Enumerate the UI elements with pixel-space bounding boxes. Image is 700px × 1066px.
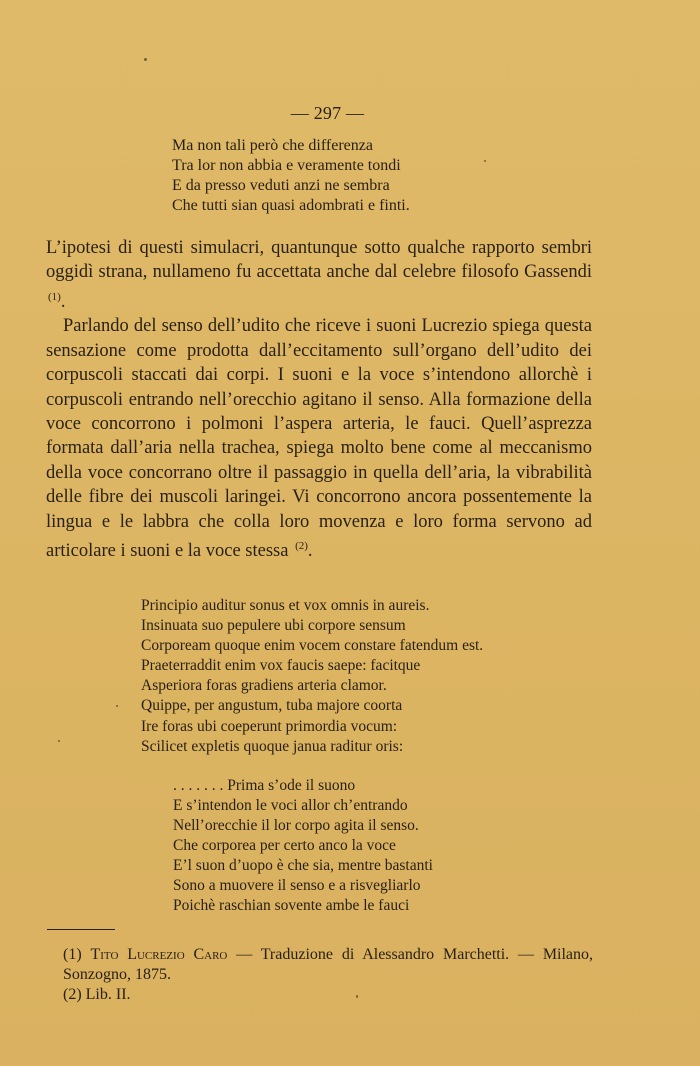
footnotes bbox=[47, 945, 593, 1005]
footnote-divider bbox=[47, 929, 115, 930]
footnote-2 bbox=[47, 985, 593, 1005]
ink-speck bbox=[116, 705, 118, 707]
paragraph-udito bbox=[46, 314, 592, 563]
verse-line: Scilicet expletis quoque janua raditur oris: bbox=[141, 737, 404, 755]
verse-line: E s’intendon le voci allor ch’entrando bbox=[173, 797, 408, 814]
verse-line: Nell’orecchie il lor corpo agita il senso. bbox=[173, 817, 419, 834]
paragraph-text: L’ipotesi di questi simulacri, quantunque sotto qualche rapporto sembri oggidì strana, nullameno fu accettata anche dal celebre filosofo Gassendi bbox=[46, 238, 592, 283]
ink-speck bbox=[484, 160, 486, 162]
paragraph-simulacri bbox=[46, 236, 592, 314]
verse-quote-latin-lucretius bbox=[141, 596, 483, 757]
verse-line: Che corporea per certo anco la voce bbox=[173, 837, 396, 854]
verse-line: Che tutti sian quasi adombrati e finti. bbox=[172, 197, 410, 214]
footnote-marker: (2) bbox=[63, 986, 82, 1003]
footnote-author: Tito Lucrezio Caro bbox=[90, 946, 228, 963]
paragraph-end: . bbox=[307, 541, 313, 562]
footnote-1 bbox=[47, 945, 593, 985]
paragraph-text: Parlando del senso dell’udito che riceve i suoni Lucrezio spiega questa sensazione come prodotta dall’eccitamento sull’organo dell’udito dei corpuscoli staccati dai corpi. I suoni e la voce s’intendono allorchè i corpuscoli entrando nell’orecchio agitano il senso. Alla formazione della voce concorrono i polmoni l’aspera arteria, le fauci. Quell’asprezza formata dall’aria nella trachea, spiega molto bene come al meccanismo della voce concorrano oltre il passaggio in quella dell’aria, la vibrabilità delle fibre dei muscoli laringei. Vi concorrono ancora possentemente la lingua e le labbra che colla loro movenza e loro forma servono ad articolare i suoni e la voce stessa bbox=[46, 316, 592, 562]
footnote-text: — Traduzione di Alessandro Marchetti. — Milano, Sonzogno, 1875. bbox=[63, 946, 594, 983]
verse-line: Praeterraddit enim vox faucis saepe: facitque bbox=[141, 657, 421, 675]
verse-quote-italian-simulacri bbox=[172, 136, 410, 216]
footnote-book-number: II. bbox=[115, 986, 131, 1003]
verse-line: Sono a muovere il senso e a risvegliarlo bbox=[173, 877, 421, 894]
body-text bbox=[46, 236, 592, 564]
verse-line: Corpoream quoque enim vocem constare fatendum est. bbox=[141, 637, 484, 655]
verse-line: E’l suon d’uopo è che sia, mentre bastanti bbox=[173, 857, 433, 874]
verse-line: Tra lor non abbia e veramente tondi bbox=[172, 157, 401, 174]
verse-line: Principio auditur sonus et vox omnis in aureis. bbox=[141, 597, 430, 614]
footnote-reference-1[interactable]: (1) bbox=[48, 290, 61, 303]
verse-quote-italian-translation bbox=[173, 776, 433, 916]
footnote-reference-2[interactable]: (2) bbox=[295, 540, 308, 553]
verse-line: Insinuata suo pepulere ubi corpore sensum bbox=[141, 617, 406, 635]
ink-speck bbox=[58, 740, 60, 742]
verse-line: Ire foras ubi coeperunt primordia vocum: bbox=[141, 717, 398, 735]
footnote-text: Lib. bbox=[85, 986, 116, 1003]
footnote-marker: (1) bbox=[63, 946, 82, 963]
verse-line: Ma non tali però che differenza bbox=[172, 137, 373, 154]
verse-line: Poichè raschian sovente ambe le fauci bbox=[173, 897, 410, 914]
verse-line: Asperiora foras gradiens arteria clamor. bbox=[141, 677, 387, 695]
verse-line: . . . . . . . Prima s’ode il suono bbox=[173, 777, 356, 794]
verse-line: E da presso veduti anzi ne sembra bbox=[172, 177, 390, 194]
ink-speck bbox=[144, 58, 147, 61]
page-number: — 297 — bbox=[290, 103, 365, 123]
verse-line: Quippe, per angustum, tuba majore coorta bbox=[141, 697, 403, 715]
paragraph-end: . bbox=[60, 291, 66, 312]
